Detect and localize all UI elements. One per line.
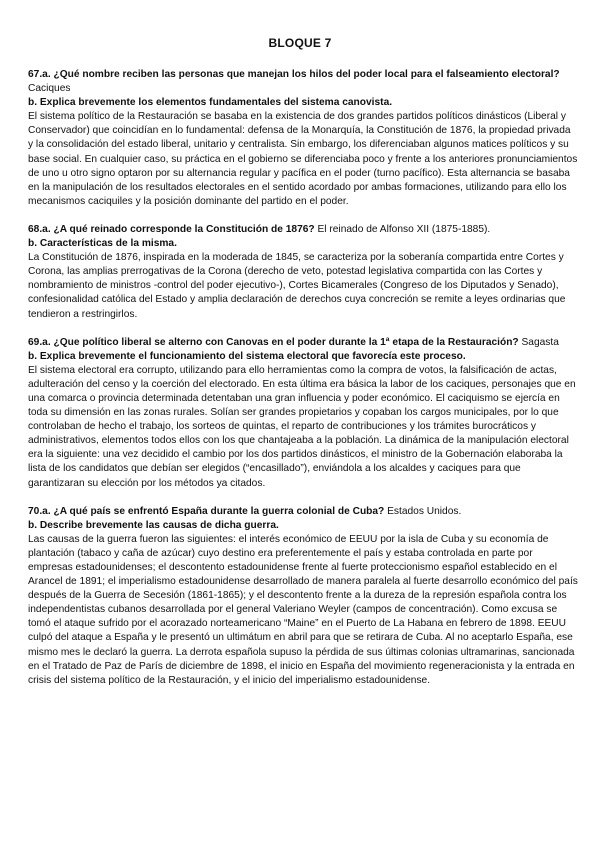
question-block-68 xyxy=(28,223,578,322)
question-68a xyxy=(28,223,578,237)
question-67a-text: 67.a. ¿Qué nombre reciben las personas que manejan los hilos del poder local para el falseamiento electoral? xyxy=(28,69,560,80)
question-69b: b. Explica brevemente el funcionamiento del sistema electoral que favorecía este proceso. xyxy=(28,350,466,362)
question-block-69 xyxy=(28,336,578,491)
question-69a xyxy=(28,336,578,350)
answer-69a: Sagasta xyxy=(521,336,559,348)
answer-67b: El sistema político de la Restauración se basaba en la existencia de dos grandes partidos políticos dinásticos (Liberal y Conservador) que coincidían en lo fundamental: defensa de la Monarquía, la Constitución de 1876, la propiedad privada y la consolidación del estado liberal, unitario y centralista. Sin embargo, los diferenciaban algunos matices políticos y su base social. En cualquier caso, su práctica en el gobierno se diferenciaba poco y frente a los anteriores pronunciamientos de uno u otro signo optaron por su alternancia regular y pacífica en el poder (turno pacífico). Esta alternancia se basaba en la manipulación de los resultados electorales en el sentido acordado por ambas formaciones, utilizando para ello los mecanismos caciquiles y la posición dominante del partido en el poder. xyxy=(28,111,578,207)
question-68b: b. Características de la misma. xyxy=(28,238,177,250)
question-70a xyxy=(28,505,578,519)
answer-68b: La Constitución de 1876, inspirada en la moderada de 1845, se caracteriza por la soberanía compartida entre Cortes y Corona, las amplias prerrogativas de la Corona (derecho de veto, potestad legislativa compartida con las Cortes y nombramiento de ministros -control del poder ejecutivo-), Cortes Bicamerales (Congreso de los Diputados y Senado), confesionalidad católica del Estado y amplia declaración de derechos cuya concreción se remite a leyes ordinarias que tendieron a restringirlos. xyxy=(28,252,566,320)
question-67a xyxy=(28,68,578,96)
answer-70b: Las causas de la guerra fueron las siguientes: el interés económico de EEUU por la isla de Cuba y su economía de plantación (tabaco y caña de azúcar) cuyo destino era preferentemente el país y estaba controlada en parte por empresas estadounidenses; el descontento estadounidense frente al fuerte proteccionismo español establecido en el Arancel de 1891; el imperialismo estadounidense desarrollado de manera paralela al fuerte desarrollo económico del país después de la Guerra de Secesión (1861-1865); y el descontento frente a la dureza de la represión española contra los independentistas cubanos desarrollada por el general Valeriano Weyler (campos de concentración). Como excusa se tomó el ataque sufrido por el acorazado norteamericano “Maine” en el Puerto de La Habana en febrero de 1898. EEUU culpó del ataque a España y le presentó un ultimátum en abril para que se retirara de Cuba. Al no aceptarlo España, ese mismo mes le declaró la guerra. La derrota española supuso la pérdida de sus últimas colonias ultramarinas, sancionada en el Tratado de Paz de París de diciembre de 1898, el inicio en España del movimiento regeneracionista y la entrada en crisis del sistema político de la Restauración, y el inicio del imperialismo estadounidense. xyxy=(28,533,578,686)
question-68a-text: 68.a. ¿A qué reinado corresponde la Constitución de 1876? xyxy=(28,223,315,235)
page-title: BLOQUE 7 xyxy=(268,36,332,50)
question-70a-text: 70.a. ¿A qué país se enfrentó España durante la guerra colonial de Cuba? xyxy=(28,505,385,517)
answer-68a: El reinado de Alfonso XII (1875-1885). xyxy=(317,223,491,235)
answer-67a: Caciques xyxy=(28,83,71,95)
question-70b: b. Describe brevemente las causas de dicha guerra. xyxy=(28,519,279,531)
document-body xyxy=(28,68,578,702)
question-67b: b. Explica brevemente los elementos fundamentales del sistema canovista. xyxy=(28,97,393,109)
question-block-67 xyxy=(28,68,578,209)
answer-69b: El sistema electoral era corrupto, utilizando para ello herramientas como la compra de votos, la falsificación de actas, adulteración del censo y la coerción del electorado. En esta última era básica la labor de los caciques, personajes que en una comarca o provincia determinada detentaban una gran influencia y poder económico. El caciquismo se ejercía en toda su dimensión en las zonas rurales. Solían ser grandes propietarios y copaban los cargos municipales, por lo que controlaban de hecho el trabajo, los sorteos de quintas, el reparto de contribuciones y los trámites burocráticos y administrativos, elementos todos ellos con los que chantajeaba a la población. La dinámica de la manipulación electoral era la siguiente: una vez decidido el cambio por los dos partidos dinásticos, el ministro de la Gobernación elaboraba la lista de los candidatos que debían ser elegidos (“encasillado”), enviándola a los alcaldes y caciques para que garantizaran su elección por los métodos ya citados. xyxy=(28,364,576,489)
question-block-70 xyxy=(28,505,578,688)
answer-70a: Estados Unidos. xyxy=(387,505,462,517)
question-69a-text: 69.a. ¿Que político liberal se alterno con Canovas en el poder durante la 1ª etapa de la Restauración? xyxy=(28,336,519,348)
